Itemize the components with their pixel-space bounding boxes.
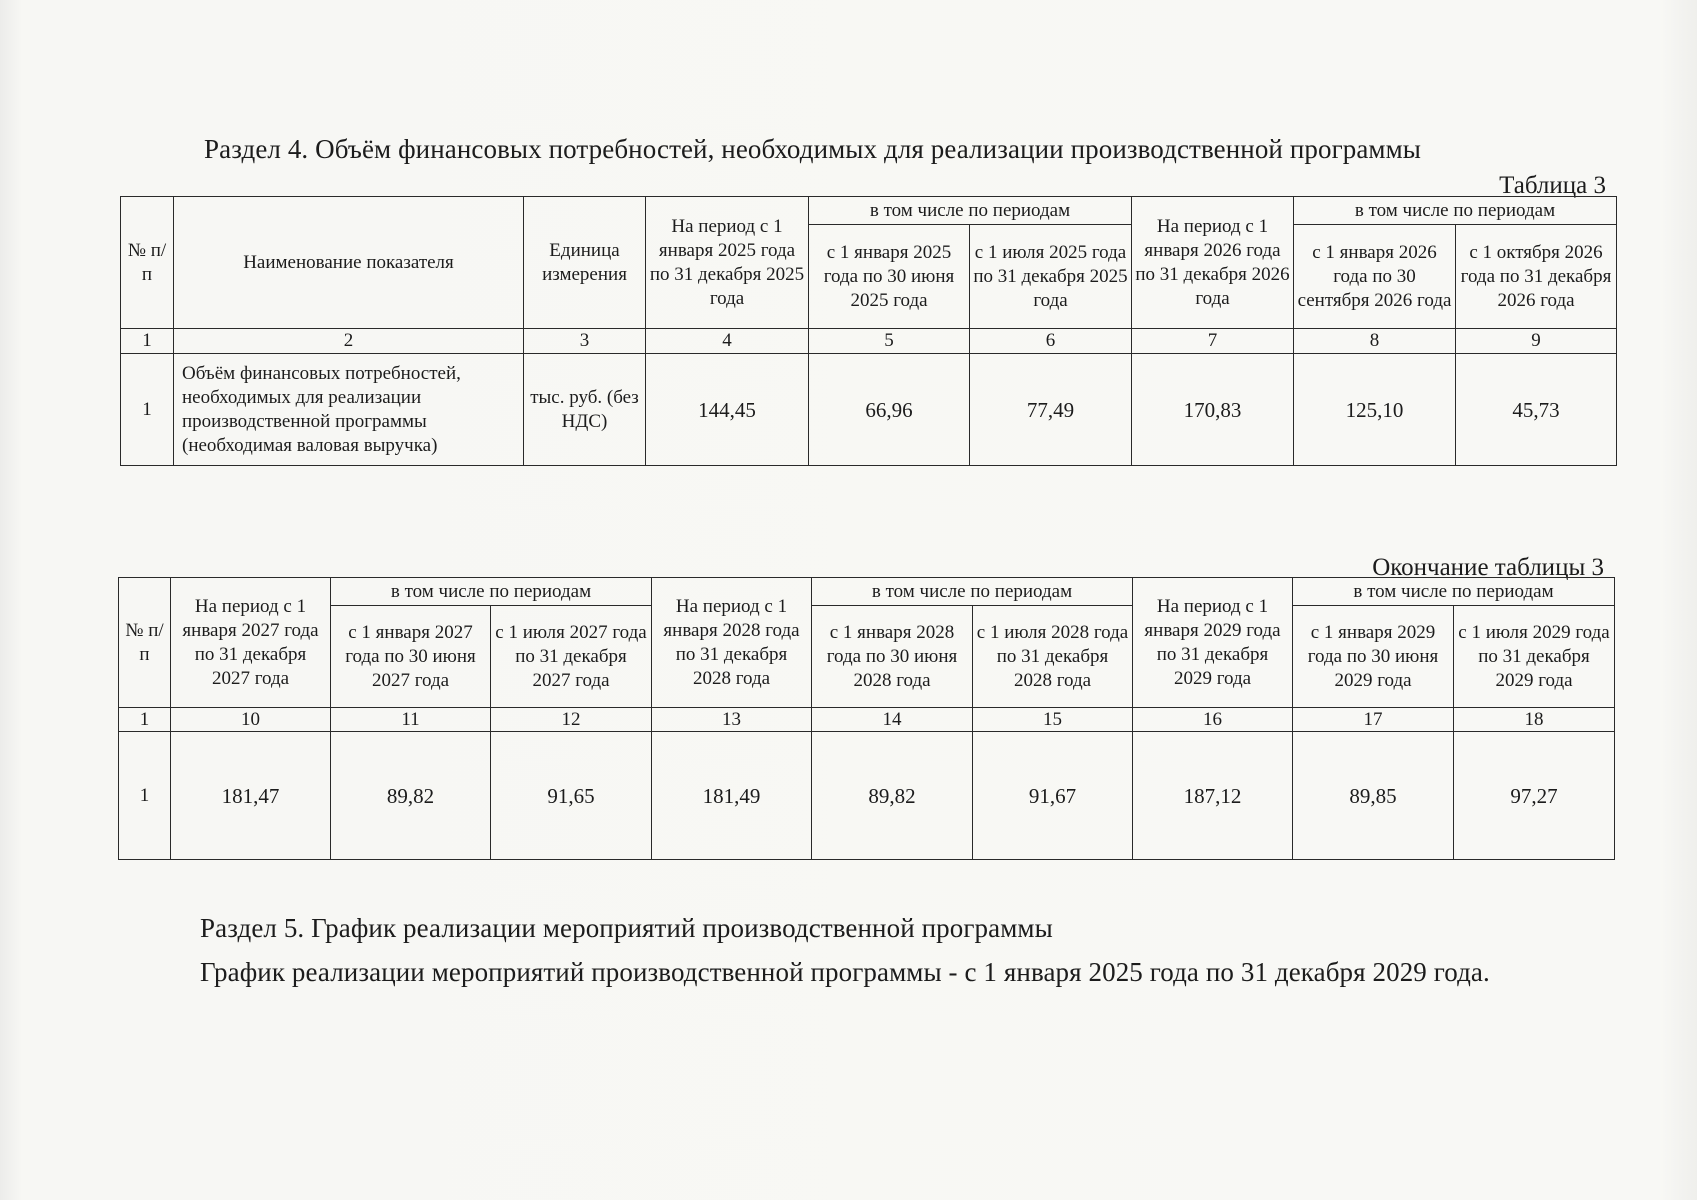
- value-cell: 181,49: [652, 732, 812, 860]
- column-numbers-row: [119, 708, 1615, 732]
- value-cell: 89,85: [1293, 732, 1454, 860]
- header-2028-h1: с 1 января 2028 года по 30 июня 2028 года: [812, 606, 973, 708]
- table-3-end-caption: Окончание таблицы 3: [1372, 554, 1604, 581]
- table-3-end: [118, 577, 1615, 860]
- table-row: [119, 732, 1615, 860]
- header-2028-h2: с 1 июля 2028 года по 31 декабря 2028 года: [973, 606, 1133, 708]
- row-indicator: Объём финансовых потребностей, необходимых для реализации производственной программы (необходимая валовая выручка): [174, 354, 524, 466]
- header-unit: Единица измерения: [524, 197, 646, 329]
- column-number: 15: [973, 708, 1133, 732]
- row-unit: тыс. руб. (без НДС): [524, 354, 646, 466]
- header-including-2027: в том числе по периодам: [331, 578, 652, 606]
- column-number: 1: [121, 329, 174, 354]
- header-period-2028: На период с 1 января 2028 года по 31 декабря 2028 года: [652, 578, 812, 708]
- value-cell: 89,82: [812, 732, 973, 860]
- value-cell: 89,82: [331, 732, 491, 860]
- value-cell: 97,27: [1454, 732, 1615, 860]
- column-number: 11: [331, 708, 491, 732]
- section-4-heading: Раздел 4. Объём финансовых потребностей, необходимых для реализации производственной программы: [204, 134, 1422, 164]
- column-number: 6: [970, 329, 1132, 354]
- value-cell: 170,83: [1132, 354, 1294, 466]
- value-cell: 144,45: [646, 354, 809, 466]
- header-2029-h1: с 1 января 2029 года по 30 июня 2029 года: [1293, 606, 1454, 708]
- header-num: № п/п: [119, 578, 171, 708]
- header-2029-h2: с 1 июля 2029 года по 31 декабря 2029 года: [1454, 606, 1615, 708]
- header-period-2026: На период с 1 января 2026 года по 31 декабря 2026 года: [1132, 197, 1294, 329]
- column-number: 3: [524, 329, 646, 354]
- column-number: 18: [1454, 708, 1615, 732]
- header-2026-a: с 1 января 2026 года по 30 сентября 2026 года: [1294, 225, 1456, 329]
- value-cell: 45,73: [1456, 354, 1617, 466]
- column-number: 13: [652, 708, 812, 732]
- column-number: 8: [1294, 329, 1456, 354]
- header-including-2029: в том числе по периодам: [1293, 578, 1615, 606]
- header-including-2026: в том числе по периодам: [1294, 197, 1617, 225]
- row-num: 1: [119, 732, 171, 860]
- header-2025-h2: с 1 июля 2025 года по 31 декабря 2025 года: [970, 225, 1132, 329]
- column-numbers-row: [121, 329, 1617, 354]
- table-3: [120, 196, 1617, 466]
- value-cell: 66,96: [809, 354, 970, 466]
- header-including-2025: в том числе по периодам: [809, 197, 1132, 225]
- row-num: 1: [121, 354, 174, 466]
- header-period-2025: На период с 1 января 2025 года по 31 декабря 2025 года: [646, 197, 809, 329]
- header-2025-h1: с 1 января 2025 года по 30 июня 2025 года: [809, 225, 970, 329]
- header-2027-h1: с 1 января 2027 года по 30 июня 2027 года: [331, 606, 491, 708]
- header-period-2029: На период с 1 января 2029 года по 31 декабря 2029 года: [1133, 578, 1293, 708]
- header-2027-h2: с 1 июля 2027 года по 31 декабря 2027 года: [491, 606, 652, 708]
- value-cell: 91,67: [973, 732, 1133, 860]
- header-num: № п/п: [121, 197, 174, 329]
- table-row: [121, 354, 1617, 466]
- table-3-caption: Таблица 3: [1499, 172, 1606, 199]
- column-number: 16: [1133, 708, 1293, 732]
- column-number: 17: [1293, 708, 1454, 732]
- column-number: 10: [171, 708, 331, 732]
- value-cell: 91,65: [491, 732, 652, 860]
- header-including-2028: в том числе по периодам: [812, 578, 1133, 606]
- column-number: 2: [174, 329, 524, 354]
- value-cell: 77,49: [970, 354, 1132, 466]
- value-cell: 187,12: [1133, 732, 1293, 860]
- column-number: 4: [646, 329, 809, 354]
- section-5-text: График реализации мероприятий производственной программы - с 1 января 2025 года по 31 декабря 2029 года.: [200, 957, 1490, 987]
- header-indicator: Наименование показателя: [174, 197, 524, 329]
- column-number: 7: [1132, 329, 1294, 354]
- header-period-2027: На период с 1 января 2027 года по 31 декабря 2027 года: [171, 578, 331, 708]
- column-number: 12: [491, 708, 652, 732]
- column-number: 5: [809, 329, 970, 354]
- column-number: 14: [812, 708, 973, 732]
- section-5-heading: Раздел 5. График реализации мероприятий производственной программы: [200, 913, 1053, 943]
- column-number: 1: [119, 708, 171, 732]
- header-2026-b: с 1 октября 2026 года по 31 декабря 2026 года: [1456, 225, 1617, 329]
- column-number: 9: [1456, 329, 1617, 354]
- value-cell: 181,47: [171, 732, 331, 860]
- value-cell: 125,10: [1294, 354, 1456, 466]
